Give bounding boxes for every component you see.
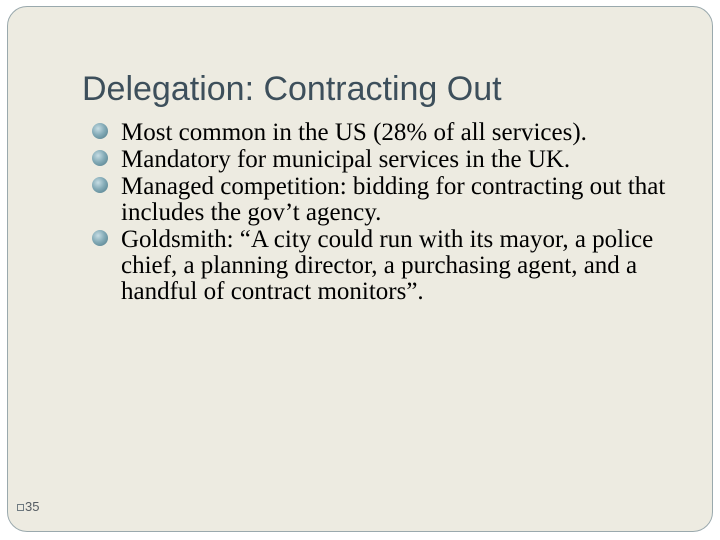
bullet-text: Mandatory for municipal services in the UK. (121, 146, 571, 173)
circle-bullet-icon (92, 177, 108, 193)
slide (7, 6, 713, 532)
bullet-text: Goldsmith: “A city could run with its mayor, a police chief, a planning director, a purchasing agent, and a handful of contract monitors”. (121, 226, 654, 305)
slide-number-text: 35 (25, 499, 40, 514)
bullet-item (121, 174, 696, 226)
bullet-text: Most common in the US (28% of all services). (121, 119, 587, 146)
slide-title: Delegation: Contracting Out (82, 70, 502, 108)
circle-bullet-icon (92, 123, 108, 139)
circle-bullet-icon (92, 230, 108, 246)
bullet-item (121, 227, 696, 305)
square-marker-icon (17, 504, 24, 511)
circle-bullet-icon (92, 150, 108, 166)
slide-number (17, 499, 39, 515)
bullet-item (121, 120, 696, 146)
bullet-list (121, 120, 696, 306)
bullet-text: Managed competition: bidding for contracting out that includes the gov’t agency. (121, 173, 666, 226)
bullet-item (121, 147, 696, 173)
